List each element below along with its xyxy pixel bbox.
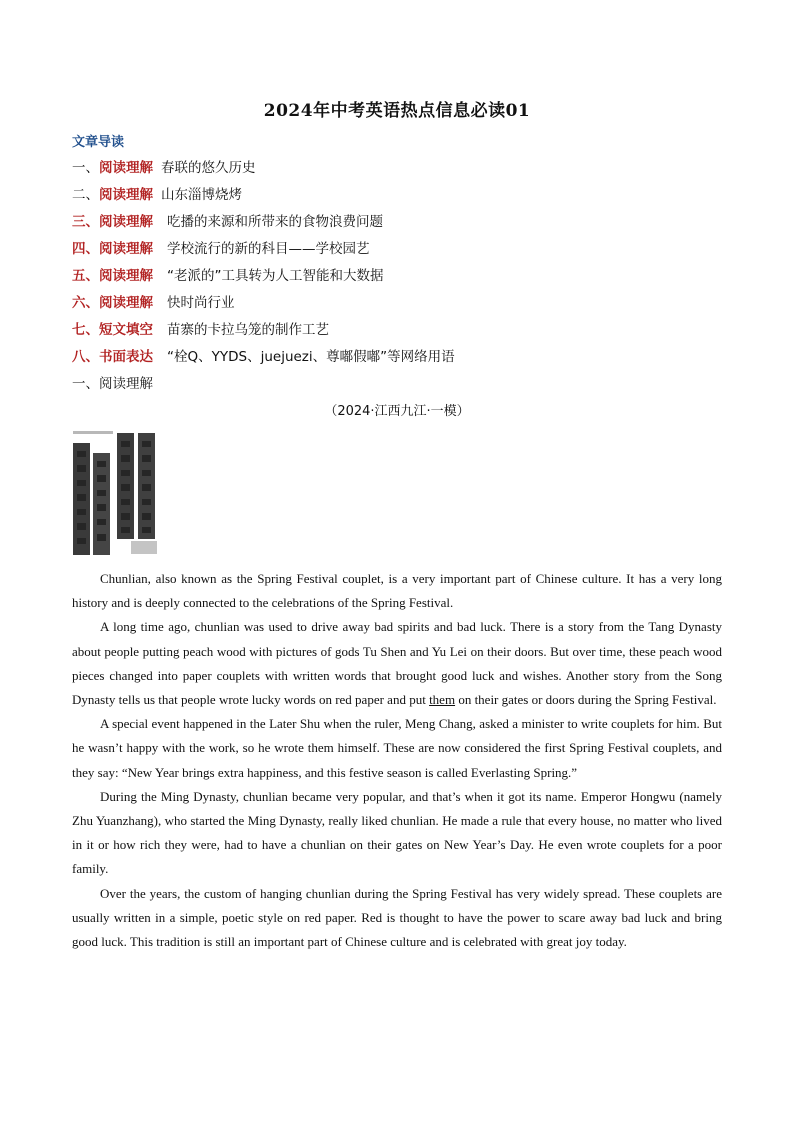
toc-item <box>72 344 752 371</box>
toc-number: 八、 <box>72 349 99 365</box>
toc-item <box>72 155 752 182</box>
toc-topic: 山东淄博烧烤 <box>161 187 242 203</box>
toc-item <box>72 236 752 263</box>
toc-topic: 学校流行的新的科目——学校园艺 <box>167 241 370 257</box>
toc-number: 六、 <box>72 295 99 311</box>
toc-topic: 苗寨的卡拉乌笼的制作工艺 <box>167 322 329 338</box>
toc-number: 七、 <box>72 322 99 338</box>
paragraph: Chunlian, also known as the Spring Festival couplet, is a very important part of Chinese culture. It has a very long history and is deeply connected to the celebrations of the Spring Festival. <box>72 571 722 611</box>
toc-number: 二、 <box>72 187 99 203</box>
toc-number: 一、 <box>72 160 99 176</box>
guide-label: 文章导读 <box>72 135 125 150</box>
toc-topic: 春联的悠久历史 <box>161 160 256 176</box>
toc-tag: 短文填空 <box>99 322 153 338</box>
toc-topic: “老派的”工具转为人工智能和大数据 <box>167 268 384 284</box>
toc-number: 四、 <box>72 241 99 257</box>
paragraph-text: A long time ago, chunlian was used to drive away bad spirits and bad luck. There is a story from the Tang Dynasty about people putting peach wood with pictures of gods Tu Shen and Yu Lei on their doors. But over time, these peach wood pieces changed into paper couplets with written words that brought good luck and wishes. Another story from the Song Dynasty tells us that people wrote lucky words on red paper and put <box>72 619 722 708</box>
toc-tag: 阅读理解 <box>99 268 153 284</box>
table-of-contents <box>72 155 752 371</box>
paragraph <box>72 615 722 712</box>
couplet-photo <box>72 431 158 557</box>
toc-number: 三、 <box>72 214 99 230</box>
toc-item <box>72 290 752 317</box>
toc-item <box>72 317 752 344</box>
toc-tag: 阅读理解 <box>99 160 153 176</box>
section-heading: 一、阅读理解 <box>72 376 153 392</box>
toc-tag: 阅读理解 <box>99 187 153 203</box>
toc-tag: 阅读理解 <box>99 241 153 257</box>
paragraph-text: on their gates or doors during the Spring Festival. <box>455 692 717 708</box>
page-title: 2024年中考英语热点信息必读01 <box>263 101 531 121</box>
paragraph: Over the years, the custom of hanging chunlian during the Spring Festival has very widely spread. These couplets are usually written in a simple, poetic style on red paper. Red is thought to have the power to scare away bad luck and bring good luck. This tradition is still an important part of Chinese culture and is celebrated with great joy today. <box>72 885 722 950</box>
toc-topic: 快时尚行业 <box>167 295 235 311</box>
toc-tag: 书面表达 <box>99 349 153 365</box>
passage <box>72 567 722 954</box>
toc-item <box>72 263 752 290</box>
paragraph: During the Ming Dynasty, chunlian became very popular, and that’s when it got its name. Emperor Hongwu (namely Zhu Yuanzhang), who started the Ming Dynasty, really liked chunlian. He made a rule that every house, no matter who lived in it or how rich they were, had to have a chunlian on their gates on New Year’s Day. He even wrote couplets for a poor family. <box>72 788 722 877</box>
source-note: （2024·江西九江·一模） <box>324 404 470 419</box>
paragraph: A special event happened in the Later Shu when the ruler, Meng Chang, asked a minister to write couplets for him. But he wasn’t happy with the work, so he wrote them himself. These are now considered the first Spring Festival couplets, and they say: “New Year brings extra happiness, and this festive season is called Everlasting Spring.” <box>72 716 722 780</box>
toc-tag: 阅读理解 <box>99 295 153 311</box>
toc-item <box>72 182 752 209</box>
toc-tag: 阅读理解 <box>99 214 153 230</box>
toc-topic: 吃播的来源和所带来的食物浪费问题 <box>167 214 383 230</box>
underlined-word: them <box>429 692 456 708</box>
toc-item <box>72 209 752 236</box>
toc-topic: “栓Q、YYDS、juejuezi、尊嘟假嘟”等网络用语 <box>167 349 455 365</box>
toc-number: 五、 <box>72 268 99 284</box>
